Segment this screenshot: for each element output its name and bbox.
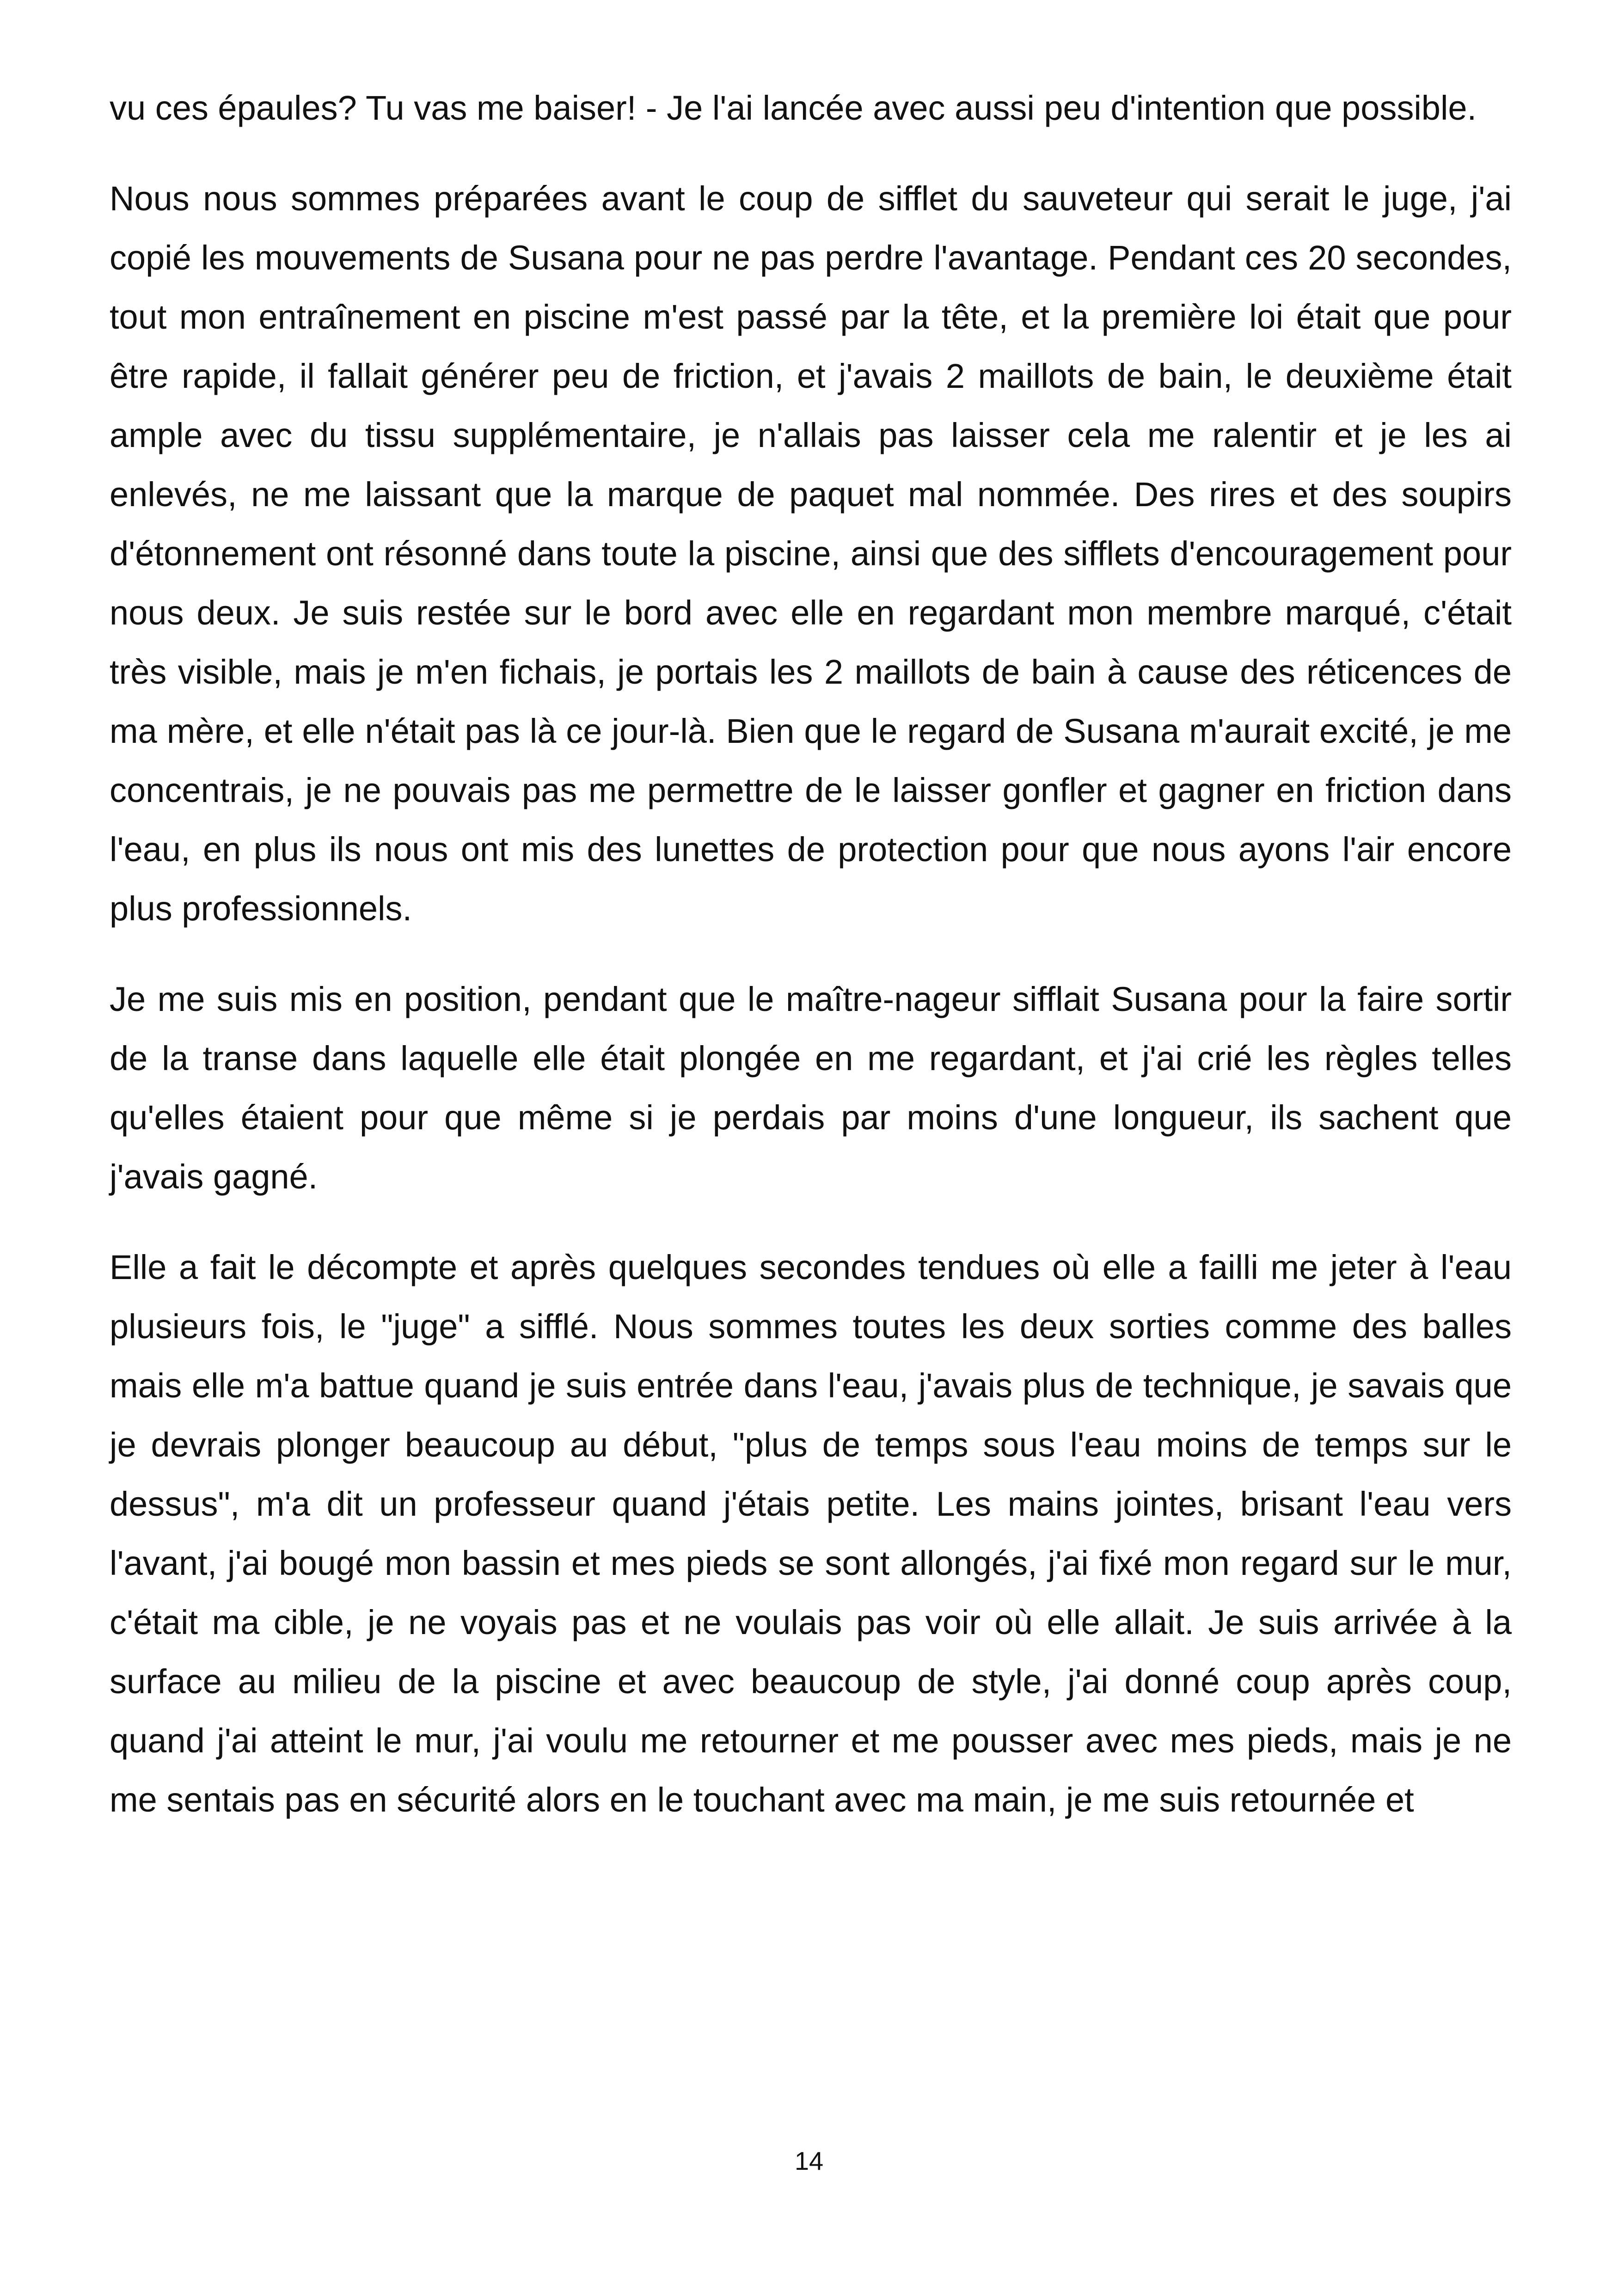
page-number: 14 — [794, 2146, 824, 2175]
paragraph-3: Je me suis mis en position, pendant que le maître-nageur sifflait Susana pour la faire sortir de la transe dans laquelle elle était plongée en me regardant, et j'ai crié les règles telles qu'elles étaient pour que même si je perdais par moins d'une longueur, ils sachent que j'avais gagné. — [110, 980, 1512, 1196]
text-body — [110, 79, 1512, 1830]
paragraph-2: Nous nous sommes préparées avant le coup de sifflet du sauveteur qui serait le juge, j'ai copié les mouvements de Susana pour ne pas perdre l'avantage. Pendant ces 20 secondes, tout mon entraînement en piscine m'est passé par la tête, et la première loi était que pour être rapide, il fallait générer peu de friction, et j'avais 2 maillots de bain, le deuxième était ample avec du tissu supplémentaire, je n'allais pas laisser cela me ralentir et je les ai enlevés, ne me laissant que la marque de paquet mal nommée. Des rires et des soupirs d'étonnement ont résonné dans toute la piscine, ainsi que des sifflets d'encouragement pour nous deux. Je suis restée sur le bord avec elle en regardant mon membre marqué, c'était très visible, mais je m'en fichais, je portais les 2 maillots de bain à cause des réticences de ma mère, et elle n'était pas là ce jour-là. Bien que le regard de Susana m'aurait excité, je me concentrais, je ne pouvais pas me permettre de le laisser gonfler et gagner en friction dans l'eau, en plus ils nous ont mis des lunettes de protection pour que nous ayons l'air encore plus professionnels. — [110, 179, 1512, 928]
paragraph-4: Elle a fait le décompte et après quelques secondes tendues où elle a failli me jeter à l'eau plusieurs fois, le "juge" a sifflé. Nous sommes toutes les deux sorties comme des balles mais elle m'a battue quand je suis entrée dans l'eau, j'avais plus de technique, je savais que je devrais plonger beaucoup au début, "plus de temps sous l'eau moins de temps sur le dessus", m'a dit un professeur quand j'étais petite. Les mains jointes, brisant l'eau vers l'avant, j'ai bougé mon bassin et mes pieds se sont allongés, j'ai fixé mon regard sur le mur, c'était ma cible, je ne voyais pas et ne voulais pas voir où elle allait. Je suis arrivée à la surface au milieu de la piscine et avec beaucoup de style, j'ai donné coup après coup, quand j'ai atteint le mur, j'ai voulu me retourner et me pousser avec mes pieds, mais je ne me sentais pas en sécurité alors en le touchant avec ma main, je me suis retournée et — [110, 1248, 1512, 1819]
paragraph-1: vu ces épaules? Tu vas me baiser! - Je l'ai lancée avec aussi peu d'intention que possible. — [110, 89, 1477, 127]
